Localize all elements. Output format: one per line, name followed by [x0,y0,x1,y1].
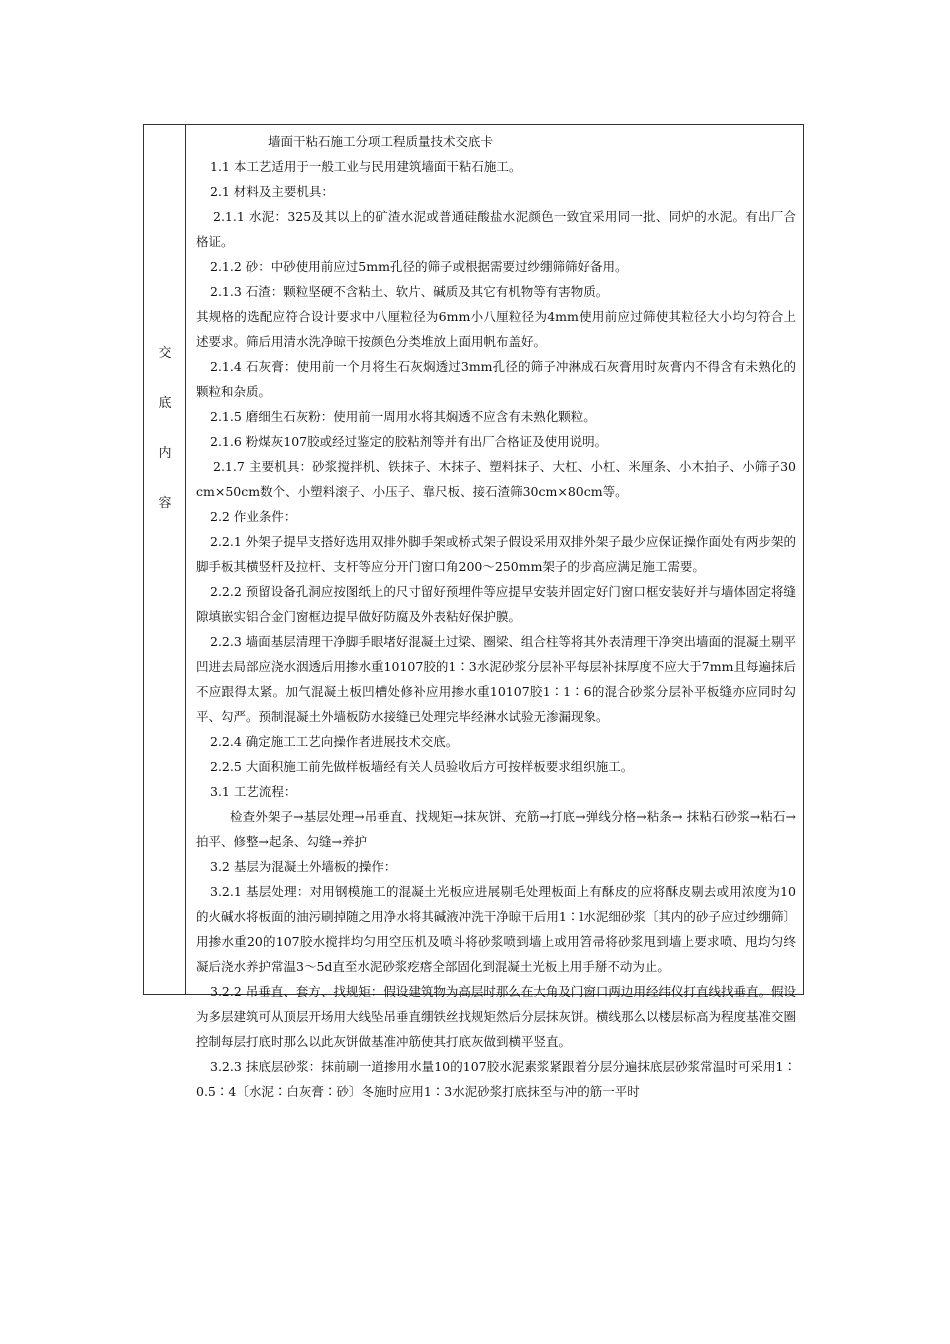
paragraph: 2.1.4 石灰膏：使用前一个月将生石灰焖透过3mm孔径的筛子冲淋成石灰膏用时灰膏内不得含有未熟化的颗粒和杂质。 [196,359,796,399]
paragraph: 3.1 工艺流程： [210,784,297,799]
side-label-char: 内 [158,446,172,461]
paragraph: 2.2.1 外架子提早支搭好选用双排外脚手架或桥式架子假设采用双排外架子最少应保证操作面处有两步架的脚手板其横竖杆及拉杆、支杆等应分开门窗口角200～250mm架子的步高应满足施工需要。 [196,534,796,574]
paragraph: 2.1 材料及主要机具： [210,184,334,199]
paragraph: 2.1.7 主要机具：砂浆搅拌机、铁抹子、木抹子、塑料抹子、大杠、小杠、米厘条、小木拍子、小筛子30cm×50cm数个、小塑料滚子、小压子、靠尺板、接石渣筛30cm×80cm等。 [196,459,796,499]
side-label-column [144,125,186,994]
disclosure-content [186,125,803,1099]
disclosure-table [143,124,804,1099]
paragraph: 1.1 本工艺适用于一般工业与民用建筑墙面干粘石施工。 [210,159,522,174]
document-title: 墙面干粘石施工分项工程质量技术交底卡 [268,134,494,149]
side-label-char: 底 [158,396,172,411]
paragraph: 其规格的选配应符合设计要求中八厘粒径为6mm小八厘粒径为4mm使用前应过筛使其粒径大小均匀符合上述要求。筛后用清水洗净晾干按颜色分类堆放上面用帆布盖好。 [196,309,796,349]
paragraph: 2.1.6 粉煤灰107胶或经过鉴定的胶粘剂等并有出厂合格证及使用说明。 [210,434,608,449]
paragraph: 2.1.2 砂：中砂使用前应过5mm孔径的筛子或根据需要过纱绷筛筛好备用。 [210,259,628,274]
paragraph: 2.1.1 水泥：325及其以上的矿渣水泥或普通硅酸盐水泥颜色一致宜采用同一批、同炉的水泥。有出厂合格证。 [196,209,796,249]
paragraph: 3.2 基层为混凝土外墙板的操作： [210,859,397,874]
paragraph: 2.1.5 磨细生石灰粉：使用前一周用水将其焖透不应含有未熟化颗粒。 [210,409,596,424]
paragraph: 2.2.4 确定施工工艺向操作者进展技术交底。 [210,734,459,749]
paragraph: 2.2.2 预留设备孔洞应按图纸上的尺寸留好预埋件等应提早安装并固定好门窗口框安装好并与墙体固定将缝隙填嵌实铝合金门窗框边提早做好防腐及外表粘好保护膜。 [196,584,796,624]
side-label-char: 交 [158,346,172,361]
paragraph: 2.2.5 大面积施工前先做样板墙经有关人员验收后方可按样板要求组织施工。 [210,759,634,774]
paragraph: 3.2.2 吊垂直、套方、找规矩：假设建筑物为高层时那么在大角及门窗口两边用经纬仪打直线找垂直。假设为多层建筑可从顶层开场用大线坠吊垂直绷铁丝找规矩然后分层抹灰饼。横线那么以楼层标高为程度基准交圈控制每层打底时那么以此灰饼做基准冲筋使其打底灰做到横平竖直。 [196,984,797,1049]
side-label-char: 容 [158,496,172,511]
paragraph: 2.2.3 墙面基层清理干净脚手眼堵好混凝土过梁、圈梁、组合柱等将其外表清理干净突出墙面的混凝土剔平凹进去局部应浇水洇透后用掺水重10107胶的1∶3水泥砂浆分层补平每层补抹厚度不应大于7mm且每遍抹后不应跟得太紧。加气混凝土板凹槽处修补应用掺水重10107胶1∶1∶6的混合砂浆分层补平板缝亦应同时勾平、勾严。预制混凝土外墙板防水接缝已处理完毕经淋水试验无渗漏现象。 [196,634,796,724]
paragraph: 2.2 作业条件： [210,509,297,524]
paragraph: 3.2.3 抹底层砂浆：抹前刷一道掺用水量10的107胶水泥素浆紧跟着分层分遍抹底层砂浆常温时可采用1∶0.5∶4〔水泥∶白灰膏∶砂〕冬施时应用1∶3水泥砂浆打底抹至与冲的筋一平时 [196,1059,796,1099]
paragraph: 2.1.3 石渣：颗粒坚硬不含粘土、软片、碱质及其它有机物等有害物质。 [210,284,609,299]
paragraph: 3.2.1 基层处理：对用钢模施工的混凝土光板应进展剔毛处理板面上有酥皮的应将酥皮剔去或用浓度为10的火碱水将板面的油污刷掉随之用净水将其碱液冲洗干净晾干后用1∶l水泥细砂浆〔其内的砂子应过纱绷筛〕用掺水重20的107胶水搅拌均匀用空压机及喷斗将砂浆喷到墙上或用笤帚将砂浆甩到墙上要求喷、甩均匀终凝后浇水养护常温3～5d直至水泥砂浆疙瘩全部固化到混凝土光板上用手掰不动为止。 [196,884,796,974]
paragraph: 检查外架子→基层处理→吊垂直、找规矩→抹灰饼、充筋→打底→弹线分格→粘条→ 抹粘石砂浆→粘石→拍平、修整→起条、勾缝→养护 [196,809,796,849]
